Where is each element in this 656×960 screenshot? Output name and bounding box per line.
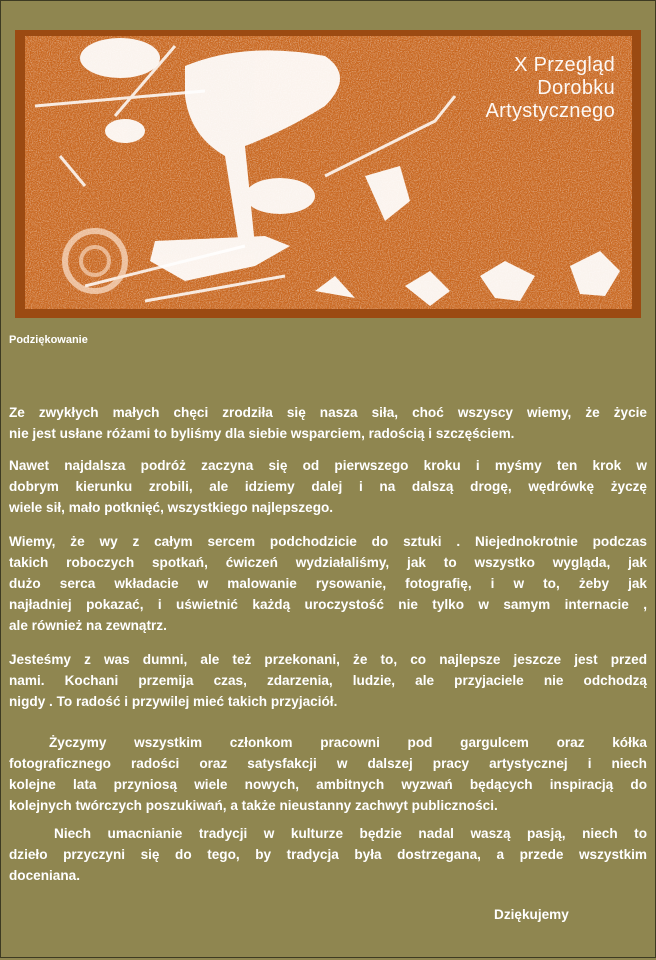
paragraph-5 [9, 732, 647, 816]
text-line: Nawet najdalsza podróż zaczyna się od pierwszego kroku i myśmy ten krok w [9, 458, 647, 473]
text-line: wiele sił, mało potknięć, wszystkiego najlepszego. [9, 500, 334, 515]
text-line: nami. Kochani przemija czas, zdarzenia, ludzie, ale przyjaciele nie odchodzą [9, 673, 647, 688]
text-line: dzieło przyczyni się do tego, by tradycja była dostrzegana, a przede wszystkim [9, 847, 647, 862]
text-line: kolejnych twórczych poszukiwań, a także nieustanny zachwyt publiczności. [9, 798, 498, 813]
text-line: Niech umacnianie tradycji w kulturze będzie nadal waszą pasją, niech to [54, 826, 647, 841]
paragraph-3 [9, 531, 647, 636]
text-line: fotograficznego radości oraz satysfakcji w dalszej pracy artystycznej i niech [9, 756, 647, 771]
text-line: Życzymy wszystkim członkom pracowni pod gargulcem oraz kółka [49, 735, 647, 750]
text-line: kolejne lata przyniosą wiele nowych, ambitnych wyzwań będących inspiracją do [9, 777, 647, 792]
banner-title-line: Dorobku [537, 77, 615, 99]
text-line: dużo serca wkładacie w malowanie rysowanie, fotografię, i w to, żeby jak [9, 576, 647, 591]
text-line: ale również na zewnątrz. [9, 618, 167, 633]
paragraph-1 [9, 402, 647, 444]
banner-title-line: X Przegląd [514, 54, 615, 76]
paragraph-2 [9, 455, 647, 518]
text-line: nie jest usłane różami to byliśmy dla siebie wsparciem, radością i szczęściem. [9, 426, 515, 441]
text-line: najładniej pokazać, i uświetnić każdą uroczystość nie tylko w samym internacie , [9, 597, 647, 612]
banner-image [15, 30, 641, 318]
text-line: doceniana. [9, 868, 81, 883]
heading: Podziękowanie [9, 334, 88, 346]
text-line: nigdy . To radość i przywilej mieć takich przyjaciół. [9, 694, 338, 709]
signature: Dziękujemy [494, 907, 569, 922]
banner-title [485, 54, 615, 123]
text-line: dobrym kierunku zrobili, ale idziemy dalej i na dalszą drogę, wędrówkę życzę [9, 479, 647, 494]
text-line: Ze zwykłych małych chęci zrodziła się nasza siła, choć wszyscy wiemy, że życie [9, 405, 647, 420]
paragraph-6 [9, 823, 647, 886]
text-line: Jesteśmy z was dumni, ale też przekonani, że to, co najlepsze jeszcze jest przed [9, 652, 647, 667]
text-line: takich roboczych spotkań, ćwiczeń wydziałaliśmy, jak to wszystko wygląda, jak [9, 555, 647, 570]
text-line: Wiemy, że wy z całym sercem podchodzicie do sztuki . Niejednokrotnie podczas [9, 534, 647, 549]
paragraph-4 [9, 649, 647, 712]
banner-title-line: Artystycznego [485, 100, 615, 122]
